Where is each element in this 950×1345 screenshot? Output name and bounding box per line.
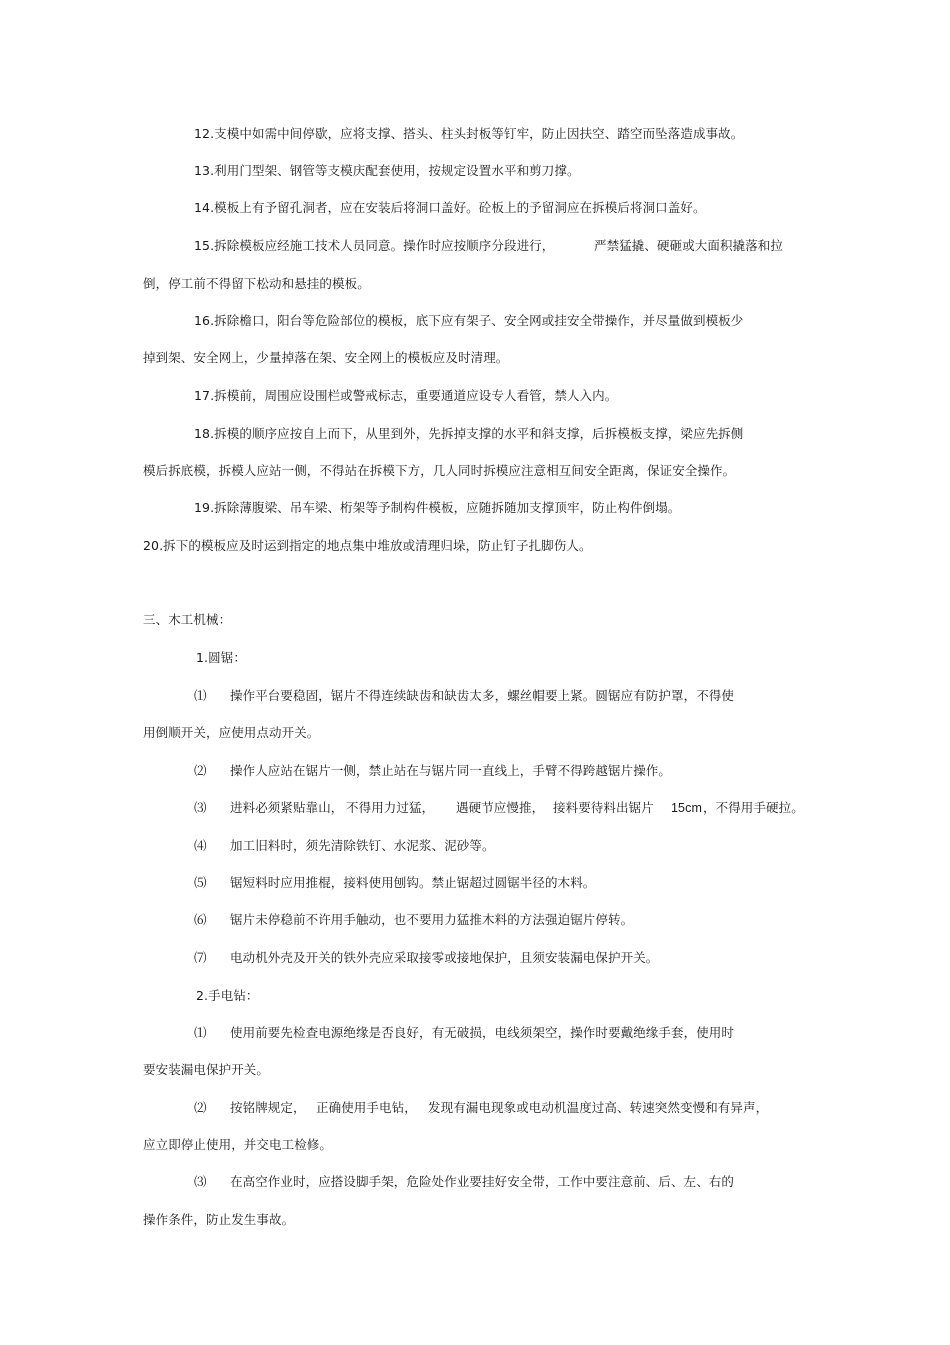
- rule-12: 12.支模中如需中间停歇，应将支撑、搭头、柱头封板等钉牢，防止因扶空、踏空而坠落造成事故。: [194, 126, 744, 141]
- rule-16-line2: 掉到架、安全网上，少量掉落在架、安全网上的模板应及时清理。: [143, 350, 509, 365]
- drill-item-2-part2: 正确使用手电钻，: [316, 1100, 417, 1115]
- rule-15-line2: 倒，停工前不得留下松动和悬挂的模板。: [143, 276, 370, 291]
- drill-item-3: 在高空作业时，应搭设脚手架，危险处作业要挂好安全带，工作中要注意前、后、左、右的: [230, 1174, 735, 1189]
- saw-item-2: 操作人应站在锯片一侧，禁止站在与锯片同一直线上，手臂不得跨越锯片操作。: [230, 763, 672, 778]
- rule-14: 14.模板上有予留孔洞者，应在安装后将洞口盖好。砼板上的予留洞应在拆模后将洞口盖好。: [194, 200, 706, 215]
- item-number: ⑵: [194, 1100, 207, 1115]
- saw-item-3-part1: 进料必须紧贴靠山，: [230, 800, 344, 815]
- saw-item-3-part2: 不得用力过猛，: [346, 800, 435, 815]
- item-number: ⑸: [194, 875, 207, 890]
- saw-item-1-line2: 用倒顺开关，应使用点动开关。: [143, 725, 320, 740]
- rule-16: 16.拆除檐口，阳台等危险部位的模板，底下应有架子、安全网或挂安全带操作，并尽量做到模板少: [194, 313, 744, 328]
- drill-item-2-part1: 按铭牌规定，: [230, 1100, 306, 1115]
- item-number: ⑶: [194, 1174, 207, 1189]
- section-title: 三、木工机械：: [143, 612, 232, 627]
- rule-15: 15.拆除模板应经施工技术人员同意。操作时应按顺序分段进行，: [194, 238, 555, 253]
- item-number: ⑴: [194, 1025, 207, 1040]
- rule-17: 17.拆模前，周围应设围栏或警戒标志，重要通道应设专人看管，禁人入内。: [194, 388, 618, 403]
- drill-item-1-line2: 要安装漏电保护开关。: [143, 1062, 270, 1077]
- rule-18: 18.拆模的顺序应按自上而下，从里到外，先拆掉支撑的水平和斜支撑，后拆模板支撑，梁应先拆侧: [194, 426, 744, 441]
- drill-item-2-part3: 发现有漏电现象或电动机温度过高、转速突然变慢和有异声，: [428, 1100, 769, 1115]
- item-number: ⑶: [194, 800, 207, 815]
- saw-item-1: 操作平台要稳固，锯片不得连续缺齿和缺齿太多，螺丝帽要上紧。圆锯应有防护罩，不得使: [230, 688, 735, 703]
- saw-item-3-part4: 接料要待料出锯片: [553, 800, 654, 815]
- rule-20: 20.拆下的模板应及时运到指定的地点集中堆放或清理归垛，防止钉子扎脚伤人。: [143, 538, 592, 553]
- item-number: ⑺: [194, 950, 207, 965]
- item-number: ⑷: [194, 838, 207, 853]
- rule-18-line2: 模后拆底模，拆模人应站一侧，不得站在拆模下方，几人同时拆模应注意相互间安全距离，保证安全操作。: [143, 463, 736, 478]
- saw-item-4: 加工旧料时，须先清除铁钉、水泥浆、泥砂等。: [230, 838, 495, 853]
- subsection-heading-hand-drill: 2.手电钻：: [196, 988, 259, 1003]
- drill-item-1: 使用前要先检查电源绝缘是否良好，有无破损，电线须架空，操作时要戴绝缘手套，使用时: [230, 1025, 735, 1040]
- item-number: ⑵: [194, 763, 207, 778]
- item-number: ⑹: [194, 912, 207, 927]
- rule-13: 13.利用门型架、钢管等支模庆配套使用，按规定设置水平和剪刀撑。: [194, 163, 580, 178]
- drill-item-3-line2: 操作条件，防止发生事故。: [143, 1212, 295, 1227]
- saw-item-3-part3: 遇硬节应慢推，: [456, 800, 545, 815]
- rule-15-cont: 严禁猛撬、硬砸或大面积撬落和拉: [594, 238, 784, 253]
- saw-item-3-measure: 15cm: [671, 801, 702, 815]
- saw-item-7: 电动机外壳及开关的铁外壳应采取接零或接地保护，且须安装漏电保护开关。: [230, 950, 659, 965]
- drill-item-2-line2: 应立即停止使用，并交电工检修。: [143, 1137, 333, 1152]
- rule-19: 19.拆除薄腹梁、吊车梁、桁架等予制构件模板，应随拆随加支撑顶牢，防止构件倒塌。: [194, 500, 681, 515]
- saw-item-5: 锯短料时应用推棍，接料使用刨钩。禁止锯超过圆锯半径的木料。: [230, 875, 596, 890]
- saw-item-6: 锯片未停稳前不许用手触动，也不要用力猛推木料的方法强迫锯片停转。: [230, 912, 634, 927]
- subsection-heading-circular-saw: 1.圆锯：: [196, 650, 246, 665]
- saw-item-3-part5: ，不得用手硬拉。: [703, 800, 804, 815]
- item-number: ⑴: [194, 688, 207, 703]
